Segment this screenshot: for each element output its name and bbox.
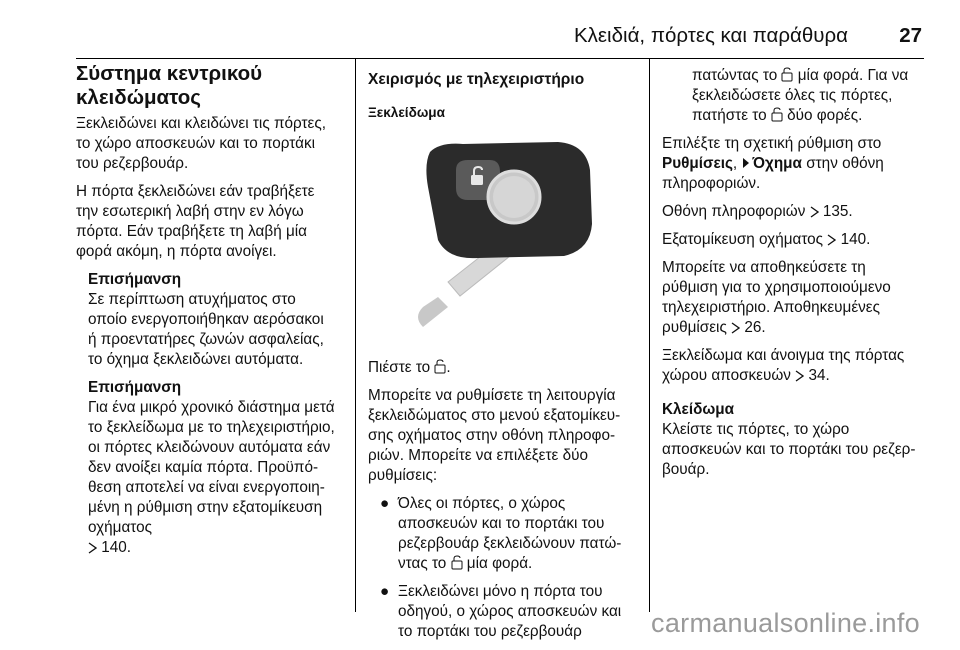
ref-text: Εξατομίκευση οχήματος — [662, 231, 824, 248]
menu-arrow-icon — [743, 158, 749, 168]
unlock-icon — [451, 555, 463, 572]
paragraph: Μπορείτε να ρυθμίσετε τη λειτουργία ξεκλειδώματος στο μενού εξατομίκευ- σης οχήματος στην οθόνη πληροφο- ριών. Μπορείτε να επιλέξετε δύο ρυθμίσεις: — [368, 387, 621, 484]
subheading-locking: Κλείδωμα — [662, 401, 735, 418]
text: στην οθόνη — [806, 155, 884, 172]
paragraph-settings-menu: Επιλέξτε τη σχετική ρύθμιση στο Ρυθμίσεις, Όχημα στην οθόνη πληροφοριών. — [662, 135, 884, 192]
column-divider-1 — [355, 59, 356, 612]
press-instruction — [368, 358, 644, 378]
subheading-unlocking: Ξεκλείδωμα — [368, 105, 445, 120]
watermark — [0, 606, 960, 642]
ref-text: Οθόνη πληροφοριών — [662, 203, 806, 220]
note-title: Επισήμανση — [88, 379, 182, 396]
text: Ξεκλείδωμα και άνοιγμα της πόρτας χώρου αποσκευών — [662, 347, 905, 384]
text: Επιλέξτε τη σχετική ρύθμιση στο — [662, 135, 882, 152]
page-ref-arrow-icon[interactable] — [810, 203, 819, 220]
unlock-icon — [781, 67, 793, 84]
page-ref[interactable]: 135. — [822, 203, 853, 220]
text: Μπορείτε να αποθηκεύσετε τη ρύθμιση για το χρησιμοποιούμενο τηλεχειριστήριο. Αποθηκευμένες ρυθμίσεις — [662, 259, 891, 336]
column-divider-2 — [649, 59, 650, 612]
page-ref-arrow-icon[interactable] — [827, 231, 836, 248]
note-title: Επισήμανση — [88, 271, 182, 288]
fold-button-inner — [493, 176, 535, 218]
paragraph: Η πόρτα ξεκλειδώνει εάν τραβήξετε την εσωτερική λαβή στην εν λόγω πόρτα. Εάν τραβήξετε τη λαβή μία φορά ακόμη, η πόρτα ανοίγει. — [76, 183, 315, 260]
page-ref[interactable]: 34. — [808, 367, 830, 384]
column-2 — [368, 60, 644, 650]
note-body: Για ένα μικρό χρονικό διάστημα μετά το ξεκλείδωμα με το τηλεχειριστήριο, οι πόρτες κλειδώνουν αυτόματα εάν δεν ανοίξει καμία πόρτα. Προϋπό- θεση αποτελεί να είναι ενεργοποιη- μένη η ρύθμιση στην εξατομίκευση οχήματος — [88, 399, 335, 536]
section-heading-central-locking: Σύστημα κεντρικού κλειδώματος — [76, 62, 263, 109]
list-continuation — [662, 66, 924, 126]
key-tip — [418, 297, 448, 327]
paragraph: Κλείστε τις πόρτες, το χώρο αποσκευών και το πορτάκι του ρεζερ- βουάρ. — [662, 421, 916, 478]
chapter-title: Κλειδιά, πόρτες και παράθυρα — [574, 24, 848, 47]
bullet-icon: ● — [380, 495, 390, 512]
page-ref[interactable]: 26. — [744, 319, 766, 336]
bullet-icon: ● — [380, 583, 390, 600]
menu-path-settings: Ρυθμίσεις — [662, 155, 733, 172]
page-header — [0, 24, 960, 54]
note-text: Σε περίπτωση ατυχήματος στο οποίο ενεργοποιήθηκαν αερόσακοι ή προεντατήρες ζωνών ασφαλείας, το όχημα ξεκλειδώνει αυτόματα. — [88, 291, 324, 368]
note-block — [76, 270, 352, 558]
unlock-icon — [771, 107, 783, 124]
press-text: Πιέστε το — [368, 359, 431, 376]
text: πατώντας το — [692, 67, 778, 84]
paragraph — [662, 346, 924, 386]
page-number: 27 — [899, 24, 922, 47]
text: πληροφοριών. — [662, 175, 761, 192]
list-item-tail: μία φορά. — [466, 555, 533, 572]
paragraph — [662, 258, 924, 338]
text: πατήστε το — [692, 107, 767, 124]
column-3 — [662, 60, 924, 488]
note-text — [88, 398, 352, 558]
page-ref-arrow-icon[interactable] — [88, 539, 97, 556]
watermark-text: carmanualsonline.info — [651, 608, 920, 638]
key-fob-illustration — [368, 132, 644, 342]
list-item-text: Ξεκλειδώνει μόνο η πόρτα του οδηγού, ο χώρος αποσκευών και το πορτάκι του ρεζερβουάρ — [398, 583, 622, 640]
page-ref[interactable]: 140. — [101, 539, 132, 556]
page-ref-arrow-icon[interactable] — [795, 367, 804, 384]
paragraph: Ξεκλειδώνει και κλειδώνει τις πόρτες, το χώρο αποσκευών και το πορτάκι του ρεζερβουάρ. — [76, 115, 326, 172]
page-ref-arrow-icon[interactable] — [731, 319, 740, 336]
page-ref[interactable]: 140. — [840, 231, 871, 248]
section-heading-remote-control: Χειρισμός με τηλεχειριστήριο — [368, 71, 585, 88]
cross-reference — [662, 230, 924, 250]
text: ξεκλειδώσετε όλες τις πόρτες, — [692, 87, 893, 104]
text: δύο φορές. — [787, 107, 863, 124]
column-1 — [76, 60, 352, 566]
cross-reference — [662, 202, 924, 222]
header-rule — [76, 58, 924, 59]
unlock-icon — [434, 359, 446, 376]
press-text-end: . — [446, 359, 451, 376]
list-item — [368, 494, 644, 574]
menu-path-vehicle: Όχημα — [752, 155, 802, 172]
list-item-text: Όλες οι πόρτες, ο χώρος αποσκευών και το πορτάκι του ρεζερβουάρ ξεκλειδώνουν πατώ- ντας το — [398, 495, 622, 572]
text: μία φορά. Για να — [797, 67, 909, 84]
